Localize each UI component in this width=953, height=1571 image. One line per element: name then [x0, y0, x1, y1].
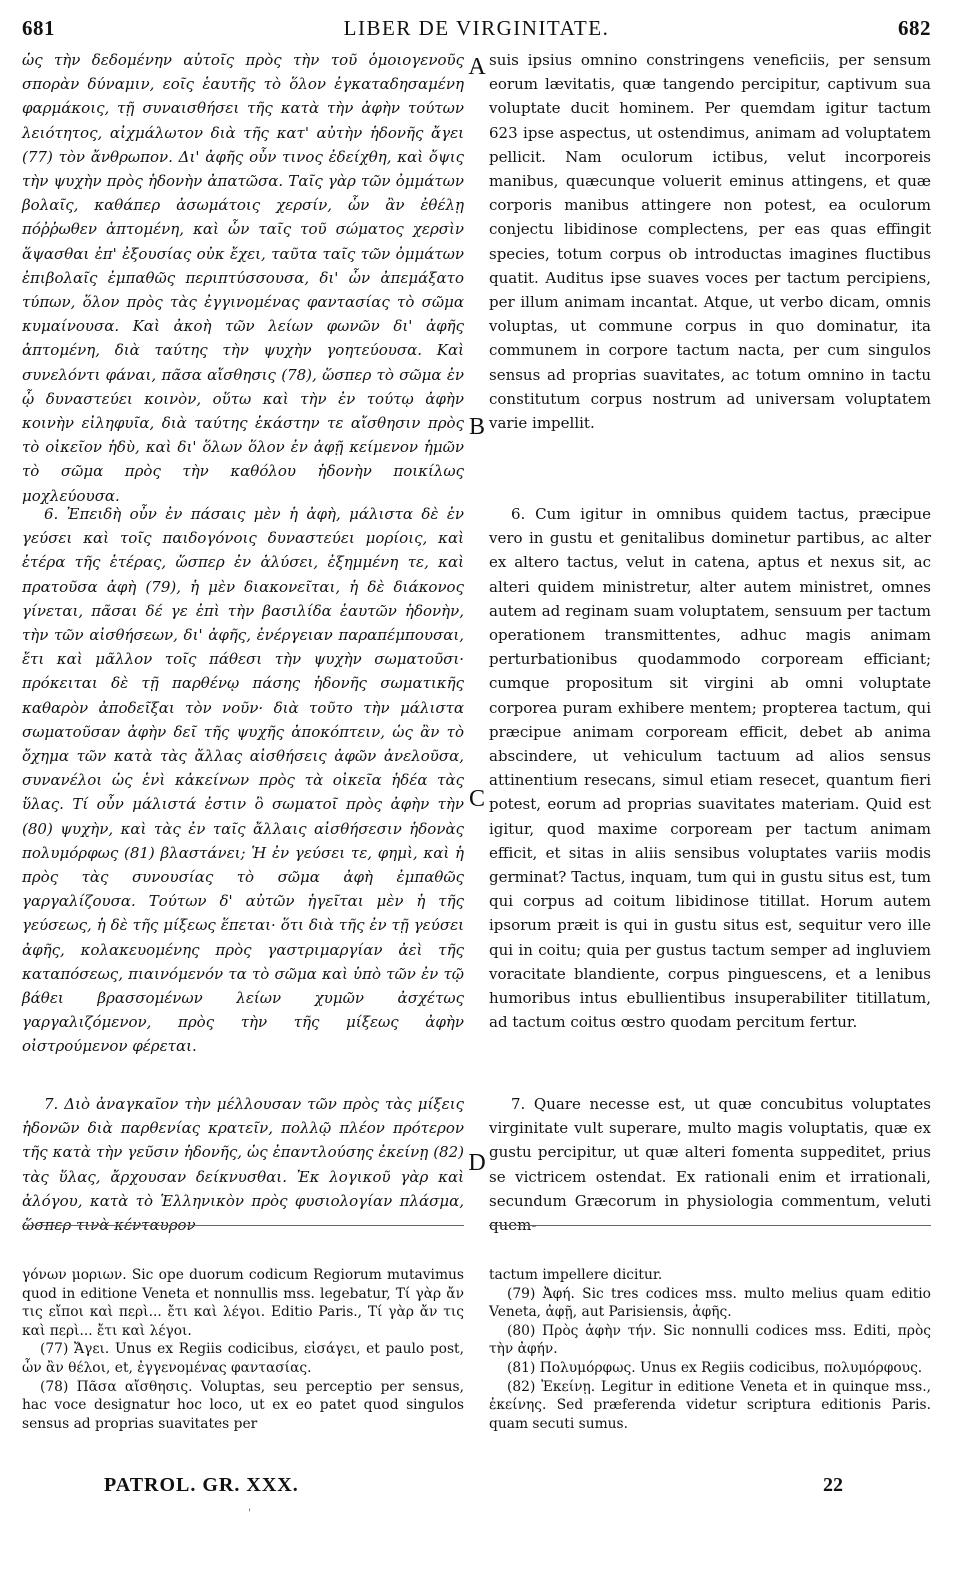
greek-text: ὡς τὴν δεδομένην αὐτοῖς πρὸς τὴν τοῦ ὁμοιογενοῦς σπορὰν δύναμιν, εοῖς ἑαυτῆς τὸ ὅλον ἐγκαταδησαμένη φαρμάκοις, τῇ συναισθήσει τῆς κατὰ τὴν ἀφὴν τούτων λειότητος, αἰχμάλωτον διὰ τῆς κατ' αὐτὴν ἡδονῆς ἄγει (77) τὸν ἄνθρωπον. Δι' ἀφῆς οὖν τινος ἐδείχθη, καὶ ὄψις τὴν ψυχὴν πρὸς ἡδονὴν ἀπατῶσα. Ταῖς γὰρ τῶν ὀμμάτων βολαῖς, καθάπερ ἀσωμάτοις χερσίν, ὧν ἂν ἐθέλῃ πόῤῥωθεν ἁπτομένη, καὶ ὧν ταῖς τοῦ σώματος χερσὶν ἅψασθαι ἐπ' ἐξουσίας οὐκ ἔχει, ταῦτα ταῖς τῶν ὀμμάτων ἐπιβολαῖς ἐμπαθῶς περιπτύσσουσα, δι' ὧν ἀπεμάξατο τύπων, ὅλον πρὸς τὰς ἐγγινομένας φαντασίας τὸ σῶμα κυμαίνουσα. Καὶ ἀκοὴ τῶν λείων φωνῶν δι' ἀφῆς ἁπτομένη, διὰ ταύτης τὴν ψυχὴν γοητεύουσα. Καὶ συνελόντι φάναι, πᾶσα αἴσθησις (78), ὥσπερ τὸ σῶμα ἐν ᾧ δυναστεύει κοινὸν, οὕτω καὶ τὴν ἐν τούτῳ ἀφὴν κοινὴν εἰληφυῖα, διὰ ταύτης ἑκάστην τε αἴσθησιν πρὸς τὸ οἰκεῖον ἡδὺ, καὶ δι' ὅλων ὅλον ἐν ἀφῇ κείμενον ἡμῶν τὸ σῶμα πρὸς τὴν καθόλου ἡδονὴν ποικίλως μοχλεύουσα.	[22, 51, 464, 505]
footnote-80: (80) Πρὸς ἀφὴν τήν. Sic nonnulli codices mss. Editi, πρὸς τὴν ἀφήν.	[489, 1322, 931, 1358]
footnote-79: (79) Ἀφή. Sic tres codices mss. multo melius quam editio Veneta, ἀφῇ, aut Parisiensis, ἀφῆς.	[489, 1285, 931, 1321]
latin-column-section-7	[489, 1092, 931, 1237]
footnote: tactum impellere dicitur.	[489, 1267, 663, 1283]
greek-column-paragraph-1	[22, 48, 464, 508]
margin-letter-c: C	[468, 786, 485, 812]
footnotes-left	[22, 1266, 464, 1433]
footnote-77: (77) Ἄγει. Unus ex Regiis codicibus, εἰσάγει, et paulo post, ὧν ἂν θέλοι, et, ἐγγενομένας φαντασίας.	[22, 1341, 464, 1376]
footnote-divider-right	[489, 1225, 931, 1226]
footnotes-right	[489, 1266, 931, 1433]
footer-mark: '	[248, 1508, 251, 1519]
greek-column-section-6	[22, 502, 464, 1059]
running-header	[22, 16, 931, 46]
margin-letter-b: B	[468, 414, 485, 440]
page-number-left: 681	[22, 16, 55, 40]
footnote: γόνων μοριων. Sic ope duorum codicum Regiorum mutavimus quod in editione Veneta et nonnullis mss. legebatur, Τί γὰρ ἄν τις εἴποι καὶ περὶ... ἔτι καὶ λέγοι. Editio Paris., Τί γὰρ ἄν τις καὶ περὶ... ἔτι καὶ λέγοι.	[22, 1267, 464, 1339]
footnote-82: (82) Ἐκείνῃ. Legitur in editione Veneta et in quinque mss., ἐκείνης. Sed præferenda videtur scriptura editionis Paris. quam secuti sumus.	[489, 1378, 931, 1432]
page-number-right: 682	[898, 16, 931, 40]
page-footer	[22, 1474, 931, 1519]
margin-letter-d: D	[468, 1150, 486, 1176]
latin-text: 6. Cum igitur in omnibus quidem tactus, præcipue vero in gustu et genitalibus dominetur partibus, ac alter ex altero tactus, velut in catena, aptus et nexus sit, ac alteri quidem ministretur, alter autem ministret, omnes autem ad reginam suam voluptatem, sensuum per tactum operationem transmittentes, adhuc magis animam perturbationibus quodammodo corpoream efficiant; cumque propositum sit virgini ab omni voluptate corporea puram exhibere mentem; propterea tactum, qui præcipue animam corpoream efficit, debet ab anima abscindere, ut vehiculum tactuum ad alios sensus attinentium resecans, simul etiam resecet, quantum fieri potest, eorum ad proprias suavitates materiam. Quid est igitur, quod maxime corpoream per tactum animam efficit, et sitas in aliis sensibus voluptates variis modis germinat? Tactus, inquam, tum qui in gustu situs est, tum qui corpus ad coitum libidinose titillat. Horum autem ipsorum præit is qui in gustu situs est, sequitur vero ille qui in coitu; quia per gustus tactum semper ad ingluviem voracitate blandiente, corpus pinguescens, et a lenibus humoribus intus ebullientibus insuperabiliter titillatum, ad tactum coitus œstro quodam percitum fertur.	[489, 505, 931, 1032]
greek-column-section-7	[22, 1092, 464, 1237]
footnote-divider-left	[22, 1225, 464, 1226]
latin-text: 7. Quare necesse est, ut quæ concubitus voluptates virginitate vult superare, multo magis voluptatis, quæ ex gustu percipitur, ut quæ alteri fomenta suppeditet, prius se victricem ostendat. Ex rationali enim et irrationali, secundum Græcorum in physiologia commentum, veluti quem-	[489, 1095, 931, 1235]
latin-column-section-6	[489, 502, 931, 1034]
running-title: LIBER DE VIRGINITATE.	[343, 16, 610, 40]
greek-text: 7. Διὸ ἀναγκαῖον τὴν μέλλουσαν τῶν πρὸς τὰς μίξεις ἡδονῶν διὰ παρθενίας κρατεῖν, πολλῷ πλέον πρότερον τῆς κατὰ τὴν γεῦσιν ἡδονῆς, ὡς ἐπαντλούσης ἐκείνῃ (82) τὰς ὕλας, ἄρχουσαν δείκνυσθαι. Ἐκ λογικοῦ γὰρ καὶ ἀλόγου, κατὰ τὸ Ἑλληνικὸν πρὸς φυσιολογίαν πλάσμα, ὥσπερ τινὰ κένταυρον	[22, 1095, 464, 1235]
margin-letter-a: A	[468, 54, 486, 80]
greek-text: 6. Ἐπειδὴ οὖν ἐν πάσαις μὲν ἡ ἀφὴ, μάλιστα δὲ ἐν γεύσει καὶ τοῖς παιδογόνοις δυναστεύει μορίοις, καὶ ἑτέρα τῆς ἑτέρας, ὥσπερ ἐν ἁλύσει, ἐξημμένη τε, καὶ πρατοῦσα ἀφὴ (79), ἡ μὲν διακονεῖται, ἡ δὲ διάκονος γίνεται, πᾶσαι δέ γε ἐπὶ τὴν βασιλίδα ἑαυτῶν ἡδονὴν, τὴν τῶν αἰσθήσεων, δι' ἀφῆς, ἐνέργειαν παραπέμπουσαι, ἔτι καὶ μᾶλλον τοῖς πάθεσι τὴν ψυχὴν σωματοῦσι· πρόκειται δὲ τῇ παρθένῳ πάσης ἡδονῆς σωματικῆς καθαρὸν ἀποδεῖξαι τὸν νοῦν· διὰ τοῦτο τὴν μάλιστα σωματοῦσαν ἀφὴν δεῖ τῆς ψυχῆς ἀποκόπτειν, ὡς ἂν τὸ ὄχημα τῶν κατὰ τὰς ἄλλας αἰσθήσεις ἀφῶν ἀνελοῦσα, συνανέλοι ὡς ἑνὶ κἀκείνων πρὸς τὰ οἰκεῖα ἡδέα τὰς ὕλας. Τί οὖν μάλιστά ἐστιν ὃ σωματοῖ πρὸς ἀφὴν τὴν (80) ψυχὴν, καὶ τὰς ἐν ταῖς ἄλλαις αἰσθήσεσιν ἡδονὰς πολυμόρφως (81) βλαστάνει; Ἡ ἐν γεύσει τε, φημὶ, καὶ ἡ πρὸς τὰς συνουσίας τὸ σῶμα ἀφὴ ἐμπαθῶς γαργαλίζουσα. Τούτων δ' αὐτῶν ἡγεῖται μὲν ἡ τῆς γεύσεως, ἡ δὲ τῆς μίξεως ἕπεται· ὅτι διὰ τῆς ἐν τῇ γεύσει ἀφῆς, κολακευομένης πρὸς γαστριμαργίαν ἀεὶ τῆς καταπόσεως, πιαινόμενόν τα τὸ σῶμα καὶ ὑπὸ τῶν ἐν τῷ βάθει βρασσομένων λείων χυμῶν ἀσχέτως γαργαλιζόμενον, πρὸς τὴν τῆς μίξεως ἀφὴν οἰστρούμενον φέρεται.	[22, 505, 464, 1056]
signature-number: 22	[823, 1474, 843, 1496]
volume-signature: PATROL. GR. XXX.	[104, 1474, 299, 1496]
latin-column-paragraph-1	[489, 48, 931, 435]
footnote-81: (81) Πολυμόρφως. Unus ex Regiis codicibus, πολυμόρφους.	[507, 1359, 923, 1376]
latin-text: suis ipsius omnino constringens veneficiis, per sensum eorum lævitatis, quæ tangendo percipitur, captivum sua voluptate ducit hominem. Per quemdam igitur tactum 623 ipse aspectus, ut ostendimus, animam ad voluptatem pellicit. Nam oculorum ictibus, velut incorporeis manibus, quæcunque voluerit eminus attingens, et quæ corporis manibus attingere non potest, ea oculorum conjectu libidinose complectens, per eas quas effingit species, totum corpus ob introductas imagines fluctibus quatit. Auditus ipse suaves voces per tactum percipiens, per illum animam incantat. Atque, ut verbo dicam, omnis voluptas, ut commune corpus in quo dominatur, ita communem in corpore tactum nacta, per cum singulos sensus ad proprias suavitates, ac totum omnino in tactu constitutum corpus nostrum ad universam voluptatem varie impellit.	[489, 51, 931, 433]
footnote-78: (78) Πᾶσα αἴσθησις. Voluptas, seu perceptio per sensus, hac voce designatur hoc loco, ut ex eo patet quod singulos sensus ad proprias suavitates per	[22, 1378, 464, 1432]
